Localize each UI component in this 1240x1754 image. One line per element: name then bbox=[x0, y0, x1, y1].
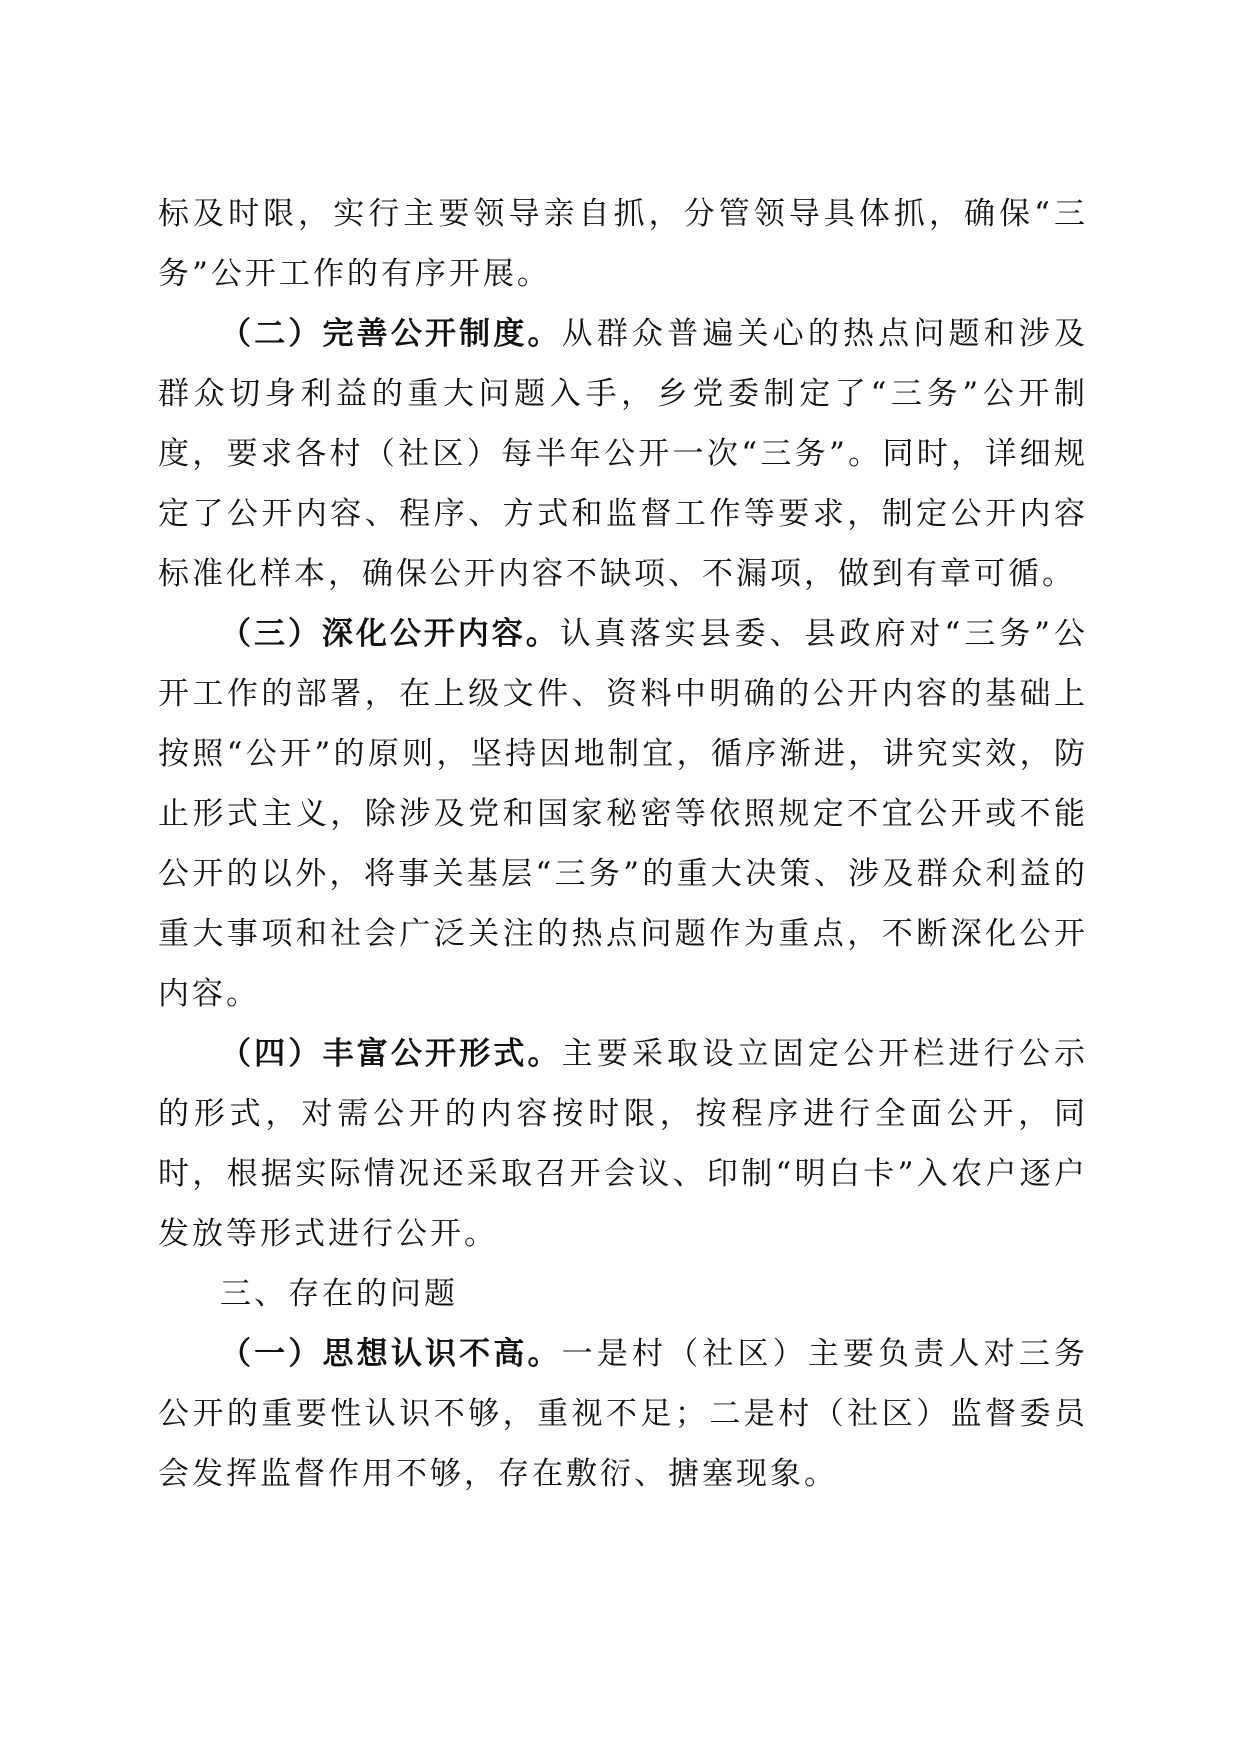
paragraph-awareness bbox=[158, 1324, 1088, 1504]
paragraph-heading: （三）深化公开内容。 bbox=[220, 616, 560, 652]
section-title: 三、存在的问题 bbox=[220, 1276, 458, 1312]
paragraph-body: 认真落实县委、县政府对“三务”公开工作的部署，在上级文件、资料中明确的公开内容的基础上按照“公开”的原则，坚持因地制宜，循序渐进，讲究实效，防止形式主义，除涉及党和国家秘密等依照规定不宜公开或不能公开的以外，将事关基层“三务”的重大决策、涉及群众利益的重大事项和社会广泛关注的热点问题作为重点，不断深化公开内容。 bbox=[158, 616, 1088, 1012]
document-body bbox=[158, 184, 1088, 1504]
paragraph-body: 从群众普遍关心的热点问题和涉及群众切身利益的重大问题入手，乡党委制定了“三务”公开制度，要求各村（社区）每半年公开一次“三务”。同时，详细规定了公开内容、程序、方式和监督工作等要求，制定公开内容标准化样本，确保公开内容不缺项、不漏项，做到有章可循。 bbox=[158, 316, 1089, 592]
paragraph-heading: （四）丰富公开形式。 bbox=[220, 1036, 562, 1072]
paragraph-body: 一是村（社区）主要负责人对三务公开的重要性认识不够，重视不足；二是村（社区）监督委员会发挥监督作用不够，存在敷衍、搪塞现象。 bbox=[158, 1336, 1089, 1492]
paragraph-improve-system bbox=[158, 304, 1088, 604]
paragraph-heading: （二）完善公开制度。 bbox=[220, 316, 562, 352]
paragraph-deepen-content bbox=[158, 604, 1088, 1024]
continuation-paragraph: 标及时限，实行主要领导亲自抓，分管领导具体抓，确保“三务”公开工作的有序开展。 bbox=[158, 196, 1088, 292]
paragraph-heading: （一）思想认识不高。 bbox=[220, 1336, 562, 1372]
paragraph-body: 主要采取设立固定公开栏进行公示的形式，对需公开的内容按时限，按程序进行全面公开，同时，根据实际情况还采取召开会议、印制“明白卡”入农户逐户发放等形式进行公开。 bbox=[158, 1036, 1089, 1252]
paragraph-enrich-forms bbox=[158, 1024, 1088, 1264]
